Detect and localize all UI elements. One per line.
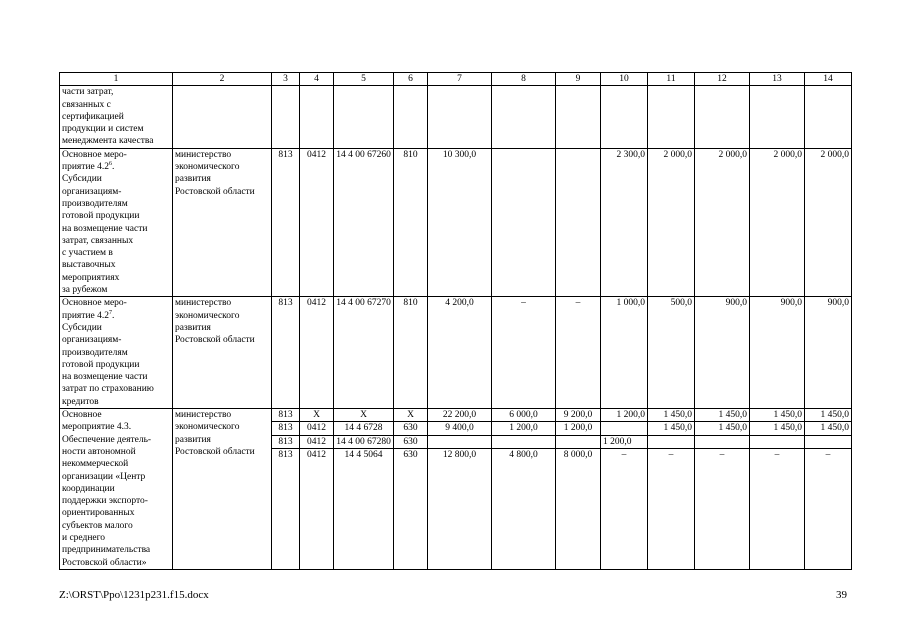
amount-cell (805, 435, 852, 448)
header-cell: 14 (805, 73, 852, 86)
budget-code: 14 4 00 67280 (334, 435, 394, 448)
header-cell: 12 (695, 73, 750, 86)
header-cell: 6 (394, 73, 428, 86)
table-row (60, 409, 852, 422)
amount-cell: 1 200,0 (601, 409, 648, 422)
amount-cell: 1 450,0 (805, 422, 852, 435)
amount-cell: 4 800,0 (492, 448, 556, 569)
amount-cell: 900,0 (805, 297, 852, 409)
amount-cell: – (750, 448, 805, 569)
header-cell: 2 (173, 73, 272, 86)
header-cell: 10 (601, 73, 648, 86)
amount-cell: 22 200,0 (428, 409, 492, 422)
amount-cell: – (648, 448, 695, 569)
budget-code: 14 4 5064 (334, 448, 394, 569)
amount-cell: – (601, 448, 648, 569)
budget-code: X (300, 409, 334, 422)
amount-cell: 1 450,0 (695, 422, 750, 435)
budget-code: 630 (394, 435, 428, 448)
amount-cell: 1 450,0 (805, 409, 852, 422)
amount-cell (601, 422, 648, 435)
amount-cell (648, 435, 695, 448)
responsible-executor: министерство экономического развития Ростовской области (173, 409, 272, 570)
table-row (60, 297, 852, 409)
header-cell: 9 (556, 73, 601, 86)
amount-cell: 1 200,0 (601, 435, 648, 448)
header-row (60, 73, 852, 86)
amount-cell: 1 450,0 (648, 409, 695, 422)
amount-cell: 2 000,0 (805, 148, 852, 297)
amount-cell: 1 450,0 (750, 409, 805, 422)
budget-code: 0412 (300, 148, 334, 297)
header-cell: 11 (648, 73, 695, 86)
budget-code: 810 (394, 297, 428, 409)
amount-cell (556, 148, 601, 297)
amount-cell (492, 148, 556, 297)
budget-code: 14 4 6728 (334, 422, 394, 435)
amount-cell (695, 435, 750, 448)
amount-cell: – (492, 297, 556, 409)
budget-code: 813 (272, 422, 300, 435)
budget-code: 14 4 00 67270 (334, 297, 394, 409)
budget-code: 14 4 00 67260 (334, 148, 394, 297)
budget-code: 810 (394, 148, 428, 297)
amount-cell: 12 800,0 (428, 448, 492, 569)
amount-cell: 1 450,0 (695, 409, 750, 422)
budget-table (59, 72, 852, 570)
amount-cell: 900,0 (695, 297, 750, 409)
page-number: 39 (836, 589, 847, 601)
amount-cell: – (695, 448, 750, 569)
budget-code: 813 (272, 148, 300, 297)
amount-cell: 500,0 (648, 297, 695, 409)
amount-cell: 2 000,0 (695, 148, 750, 297)
amount-cell: – (556, 297, 601, 409)
header-cell: 1 (60, 73, 173, 86)
amount-cell: – (805, 448, 852, 569)
header-cell: 4 (300, 73, 334, 86)
header-cell: 3 (272, 73, 300, 86)
amount-cell: 8 000,0 (556, 448, 601, 569)
budget-code: 0412 (300, 297, 334, 409)
measure-description: части затрат, связанных с сертификацией продукции и систем менеджмента качества (60, 86, 173, 148)
amount-cell: 9 400,0 (428, 422, 492, 435)
budget-code: 813 (272, 297, 300, 409)
table-row (60, 86, 852, 148)
amount-cell: 1 000,0 (601, 297, 648, 409)
budget-code: 630 (394, 422, 428, 435)
amount-cell: 2 300,0 (601, 148, 648, 297)
budget-code: 813 (272, 435, 300, 448)
amount-cell: 1 200,0 (492, 422, 556, 435)
header-cell: 13 (750, 73, 805, 86)
amount-cell: 1 200,0 (556, 422, 601, 435)
header-cell: 5 (334, 73, 394, 86)
amount-cell: 6 000,0 (492, 409, 556, 422)
amount-cell: 900,0 (750, 297, 805, 409)
header-cell: 8 (492, 73, 556, 86)
budget-code: X (394, 409, 428, 422)
amount-cell: 2 000,0 (648, 148, 695, 297)
measure-description: Основное меро- приятие $4.2^7$. Субсидии организациям- производителям готовой продукции на возмещение части затрат по страхованию кредитов (60, 297, 173, 409)
budget-code: X (334, 409, 394, 422)
amount-cell: 1 450,0 (750, 422, 805, 435)
budget-code: 0412 (300, 448, 334, 569)
budget-code: 813 (272, 409, 300, 422)
table-row (60, 148, 852, 297)
amount-cell: 10 300,0 (428, 148, 492, 297)
responsible-executor: министерство экономического развития Ростовской области (173, 297, 272, 409)
amount-cell: 1 450,0 (648, 422, 695, 435)
header-cell: 7 (428, 73, 492, 86)
budget-code: 813 (272, 448, 300, 569)
amount-cell: 9 200,0 (556, 409, 601, 422)
budget-code: 0412 (300, 435, 334, 448)
amount-cell: 4 200,0 (428, 297, 492, 409)
measure-description: Основное мероприятие 4.3. Обеспечение деятель- ности автономной некоммерческой организации «Центр координации поддержки экспорто- ориентированных субъектов малого и среднего предпринимательства Ростовской области» (60, 409, 173, 570)
responsible-executor: министерство экономического развития Ростовской области (173, 148, 272, 297)
budget-code: 0412 (300, 422, 334, 435)
amount-cell (492, 435, 556, 448)
amount-cell (428, 435, 492, 448)
file-path-footer: Z:\ORST\Ppo\1231p231.f15.docx (59, 589, 209, 601)
amount-cell: 2 000,0 (750, 148, 805, 297)
budget-code: 630 (394, 448, 428, 569)
measure-description: Основное меро- приятие $4.2^6$. Субсидии организациям- производителям готовой продукции на возмещение части затрат, связанных с участием в выставочных мероприятиях за рубежом (60, 148, 173, 297)
amount-cell (750, 435, 805, 448)
amount-cell (556, 435, 601, 448)
